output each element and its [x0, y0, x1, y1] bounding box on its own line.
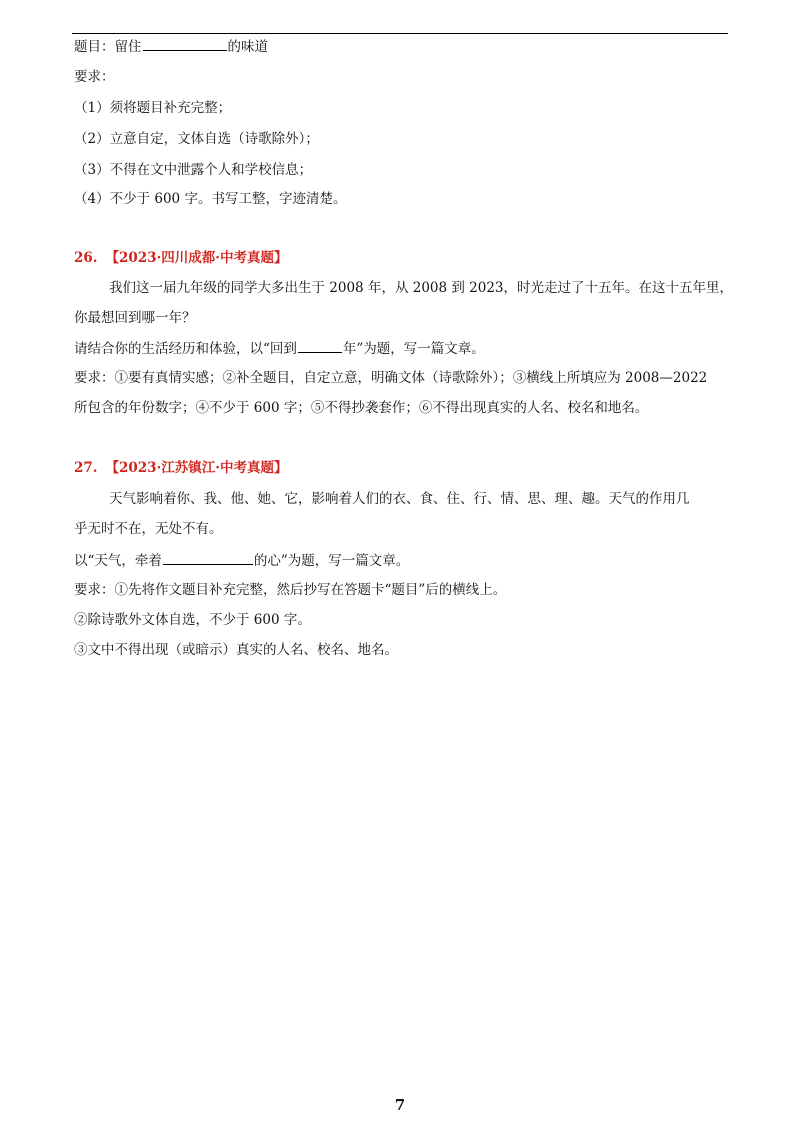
requirements-label: 要求：	[74, 69, 115, 85]
q26-prompt-suffix: 年”为题，写一篇文章。	[342, 341, 485, 357]
requirement-item-1: （1）须将题目补充完整；	[74, 100, 232, 116]
page-number: 7	[394, 1096, 406, 1114]
q26-paragraph-line-2: 你最想回到哪一年？	[74, 310, 196, 326]
header-rule	[72, 33, 728, 34]
requirement-item-2: （2）立意自定，文体自选（诗歌除外）；	[74, 131, 319, 147]
question-number: 27.	[74, 460, 98, 476]
question-26-heading	[74, 249, 287, 267]
q27-prompt-suffix: 的心”为题，写一篇文章。	[253, 553, 410, 569]
q26-prompt	[74, 339, 485, 358]
q27-paragraph-line-2: 乎无时不在，无处不有。	[74, 521, 223, 537]
essay-title-suffix: 的味道	[227, 39, 268, 55]
q26-paragraph-line-1: 我们这一届九年级的同学大多出生于 2008 年，从 2008 到 2023，时光走过了十五年。在这十五年里，	[109, 280, 734, 296]
q27-paragraph-line-1: 天气影响着你、我、他、她、它，影响着人们的衣、食、住、行、情、思、理、趣。天气的作用几	[109, 491, 690, 507]
question-source: 【2023·四川成都·中考真题】	[105, 250, 288, 266]
q27-requirement-3: ③文中不得出现（或暗示）真实的人名、校名、地名。	[74, 642, 398, 658]
question-source: 【2023·江苏镇江·中考真题】	[105, 460, 288, 476]
title-blank	[143, 37, 227, 51]
q27-requirement-2: ②除诗歌外文体自选，不少于 600 字。	[74, 612, 311, 628]
requirement-item-4: （4）不少于 600 字。书写工整，字迹清楚。	[74, 191, 347, 207]
q27-prompt	[74, 551, 409, 570]
year-blank	[298, 339, 342, 353]
q27-prompt-prefix: 以“天气，牵着	[74, 553, 162, 569]
q26-requirements-line-1: 要求：①要有真情实感；②补全题目，自定立意，明确文体（诗歌除外）；③横线上所填应为 2008—2022	[74, 370, 708, 386]
essay-title-line	[74, 37, 268, 56]
heart-blank	[163, 551, 253, 565]
q26-prompt-prefix: 请结合你的生活经历和体验，以“回到	[74, 341, 297, 357]
requirement-item-3: （3）不得在文中泄露个人和学校信息；	[74, 162, 313, 178]
question-number: 26.	[74, 250, 98, 266]
q26-requirements-line-2: 所包含的年份数字；④不少于 600 字；⑤不得抄袭套作；⑥不得出现真实的人名、校名和地名。	[74, 400, 649, 416]
essay-title-prefix: 题目：留住	[74, 39, 142, 55]
question-27-heading	[74, 459, 287, 477]
q27-requirement-1: 要求：①先将作文题目补充完整，然后抄写在答题卡“题目”后的横线上。	[74, 582, 507, 598]
